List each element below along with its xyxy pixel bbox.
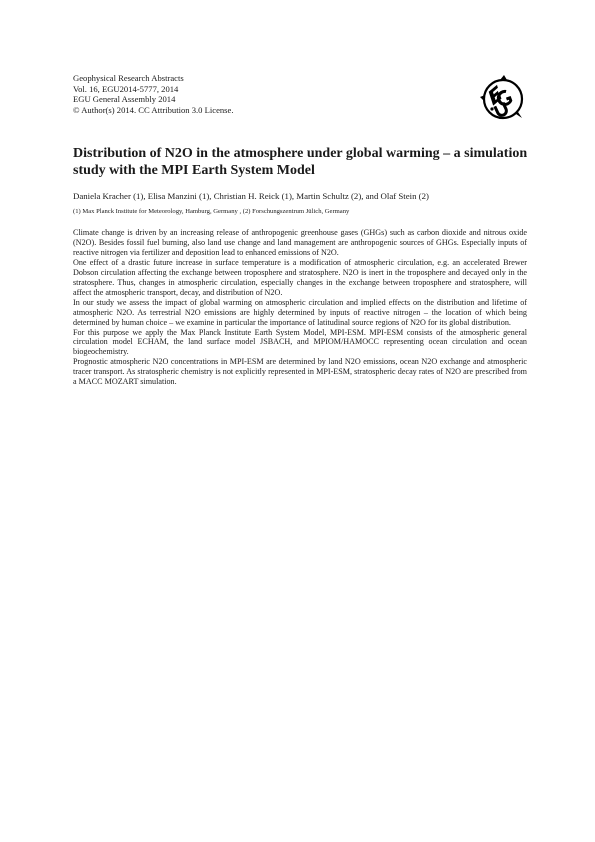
license-info: © Author(s) 2014. CC Attribution 3.0 License. bbox=[73, 104, 234, 115]
affiliation-list: (1) Max Planck Institute for Meteorology, Hamburg, Germany , (2) Forschungszentrum Jülich, Germany bbox=[73, 208, 350, 215]
paragraph: For this purpose we apply the Max Planck Institute Earth System Model, MPI-ESM. MPI-ESM consists of the atmospheric general circulation model ECHAM, the land surface model JSBACH, and MPIOM/HAMOCC representing ocean circulation and ocean biogeochemistry. bbox=[73, 327, 527, 357]
paragraph: Prognostic atmospheric N2O concentrations in MPI-ESM are determined by land N2O emissions, ocean N2O exchange and atmospheric tracer transport. As stratospheric chemistry is not explicitly represented in MPI-ESM, stratospheric decay rates of N2O are prescribed from a MACC MOZART simulation. bbox=[73, 357, 527, 387]
paragraph: In our study we assess the impact of global warming on atmospheric circulation and implied effects on the distribution and lifetime of atmospheric N2O. As terrestrial N2O emissions are highly determined by inputs of reactive nitrogen – the location of which being determined by human choice – we examine in particular the importance of latitudinal source regions of N2O for its global distribution. bbox=[73, 297, 527, 327]
assembly-name: EGU General Assembly 2014 bbox=[73, 94, 176, 105]
author-list: Daniela Kracher (1), Elisa Manzini (1), Christian H. Reick (1), Martin Schultz (2), and Olaf Stein (2) bbox=[73, 191, 429, 201]
article-title: Distribution of N2O in the atmosphere under global warming – a simulation study with the MPI Earth System Model bbox=[73, 146, 528, 178]
journal-header bbox=[73, 73, 373, 115]
volume-info: Vol. 16, EGU2014-5777, 2014 bbox=[73, 83, 179, 94]
abstract-body bbox=[73, 228, 527, 387]
egu-logo-icon bbox=[478, 74, 528, 124]
paragraph: One effect of a drastic future increase in surface temperature is a modification of atmospheric circulation, e.g. an accelerated Brewer Dobson circulation affecting the exchange between troposphere and stratosphere. N2O is inert in the troposphere and decayed only in the stratosphere. Thus, changes in atmospheric circulation, especially changes in the exchange between troposphere and stratosphere, will affect the atmospheric transport, decay, and distribution of N2O. bbox=[73, 257, 527, 297]
journal-name: Geophysical Research Abstracts bbox=[73, 73, 184, 83]
paragraph: Climate change is driven by an increasing release of anthropogenic greenhouse gases (GHGs) such as carbon dioxide and nitrous oxide (N2O). Besides fossil fuel burning, also land use change and land management are anthropogenic sources of GHGs. Especially inputs of reactive nitrogen via fertilizer and deposition lead to enhanced emissions of N2O. bbox=[73, 228, 527, 257]
